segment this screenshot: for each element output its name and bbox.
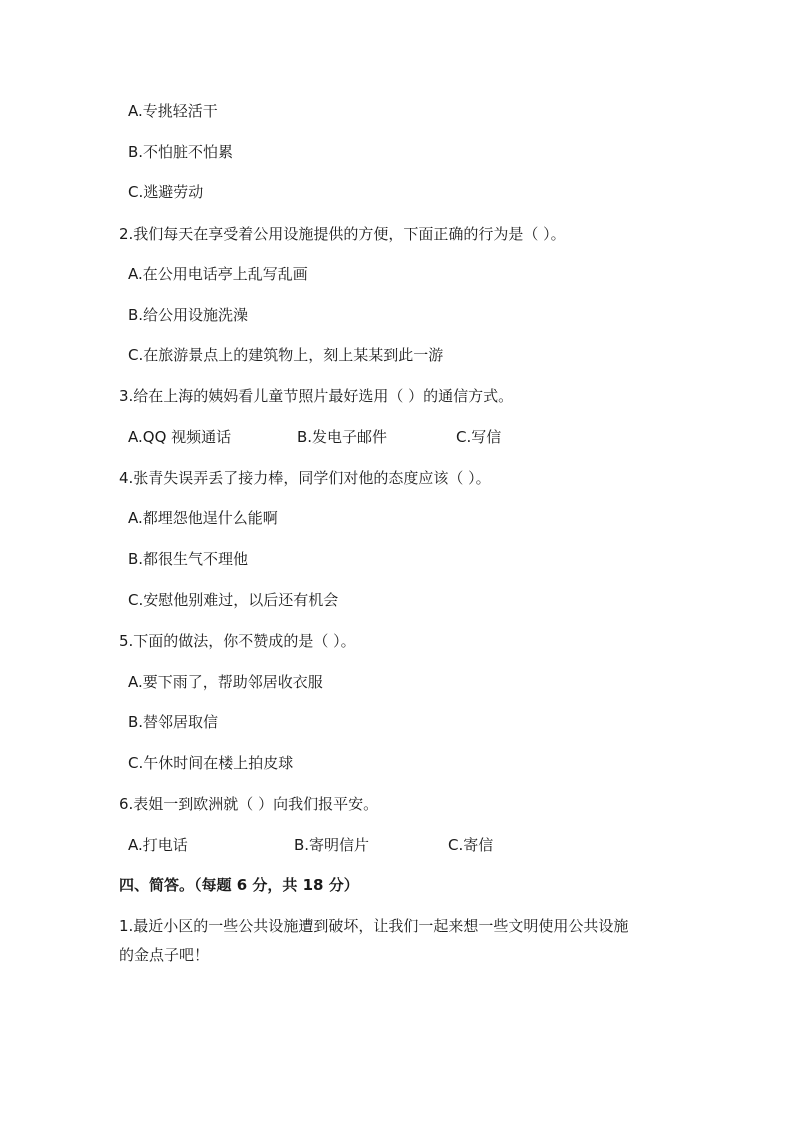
q1-option-c: C.逃避劳动 [128, 183, 204, 201]
q1-option-b: B.不怕脏不怕累 [128, 143, 234, 161]
q4-option-a: A.都埋怨他逞什么能啊 [128, 509, 278, 527]
q6-option-a: A.打电话 [128, 836, 188, 854]
q2-option-a: A.在公用电话亭上乱写乱画 [128, 265, 308, 283]
q6-option-c: C.寄信 [448, 836, 494, 854]
q2-text: 2.我们每天在享受着公用设施提供的方便，下面正确的行为是（ ）。 [119, 225, 566, 243]
q3-option-c: C.写信 [456, 428, 502, 446]
q6-text: 6.表姐一到欧洲就（ ）向我们报平安。 [119, 795, 379, 813]
q6-options-row [0, 835, 794, 855]
q5-option-a: A.要下雨了，帮助邻居收衣服 [128, 673, 323, 691]
short-answer-1-line-1: 1.最近小区的一些公共设施遭到破坏，让我们一起来想一些文明使用公共设施 [119, 917, 629, 935]
q2-option-c: C.在旅游景点上的建筑物上，刻上某某到此一游 [128, 346, 444, 364]
q1-option-a: A.专挑轻活干 [128, 102, 218, 120]
q3-text: 3.给在上海的姨妈看儿童节照片最好选用（ ）的通信方式。 [119, 387, 514, 405]
q2-option-b: B.给公用设施洗澡 [128, 306, 249, 324]
short-answer-1-line-2: 的金点子吧！ [119, 946, 210, 964]
q3-option-b: B.发电子邮件 [297, 428, 388, 446]
section-heading: 四、简答。（每题 6 分，共 18 分） [119, 876, 359, 894]
q3-options-row [0, 427, 794, 447]
q4-option-c: C.安慰他别难过，以后还有机会 [128, 591, 339, 609]
q5-text: 5.下面的做法，你不赞成的是（ ）。 [119, 632, 356, 650]
q3-option-a: A.QQ 视频通话 [128, 428, 232, 446]
q6-option-b: B.寄明信片 [294, 836, 370, 854]
q5-option-b: B.替邻居取信 [128, 713, 219, 731]
q4-option-b: B.都很生气不理他 [128, 550, 249, 568]
q4-text: 4.张青失误弄丢了接力棒，同学们对他的态度应该（ ）。 [119, 469, 491, 487]
q5-option-c: C.午休时间在楼上拍皮球 [128, 754, 294, 772]
